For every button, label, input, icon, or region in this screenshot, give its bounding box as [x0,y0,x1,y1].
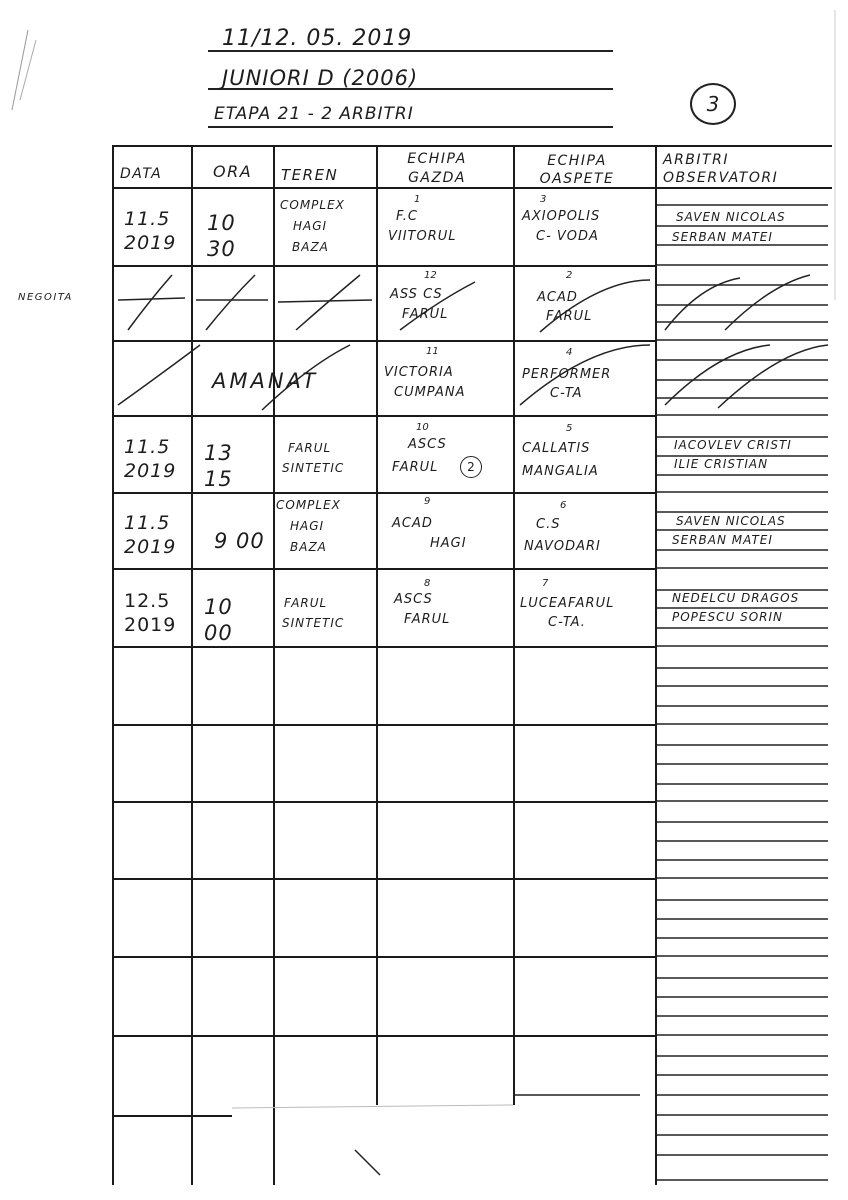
col-header-referees: ARBITRI OBSERVATORI [663,152,779,186]
row2-home-no: 12 [424,270,437,281]
row2-home-strike [400,282,475,330]
row5-venue-1: COMPLEX [276,498,341,512]
row6-venue-1: FARUL [284,596,328,610]
row3-postponed-strike [262,345,350,410]
col-header-away: ECHIPA OASPETE [539,153,615,187]
row1-away-2: C- VODA [536,229,599,244]
row6-away-no: 7 [542,578,549,589]
row4-date: 11.5 2019 [124,436,177,482]
row6-venue-2: SINTETIC [282,616,345,630]
row3-ref-strike [665,345,770,405]
row1-ref-1: SAVEN NICOLAS [676,210,786,224]
row5-home-1: ACAD [392,516,433,531]
row5-time: 9 00 [214,529,265,553]
row1-away-1: AXIOPOLIS [522,209,601,224]
row3-postponed: AMANAT [212,369,319,393]
row1-time: 10 30 [207,211,236,262]
row4-ref-1: IACOVLEV CRISTI [674,438,792,452]
row2-date-strike [128,275,172,330]
row1-venue-1: COMPLEX [280,198,345,212]
row4-home-mark: 2 [467,460,475,474]
row1-date: 11.5 2019 [124,208,177,254]
row2-time-strike [206,275,255,330]
row5-ref-1: SAVEN NICOLAS [676,514,786,528]
side-note: NEGOITA [18,292,73,303]
row3-away-strike [520,345,650,405]
page-number: 3 [706,92,720,116]
row1-home-1: F.C [396,209,419,224]
row4-away-1: CALLATIS [522,441,591,456]
row4-home-2: FARUL [392,460,439,475]
row6-time: 10 00 [204,595,233,646]
row3-date-strike [118,345,200,405]
row3-home-no: 11 [426,346,439,357]
row5-date: 11.5 2019 [124,512,177,558]
row5-away-no: 6 [560,500,567,511]
row6-home-2: FARUL [404,612,451,627]
col-header-venue: TEREN [281,166,339,184]
row1-ref-2: SERBAN MATEI [672,230,773,244]
row1-venue-3: BAZA [292,240,329,254]
row1-home-2: VIITORUL [388,229,457,244]
row3-away-1: PERFORMER [522,367,612,382]
row2-away-1: ACAD [537,290,578,305]
row4-ref-2: ILIE CRISTIAN [674,457,769,471]
row5-home-2: HAGI [430,536,467,551]
row3-away-no: 4 [566,347,573,358]
row5-away-1: C.S [536,517,561,532]
row4-home-no: 10 [416,422,429,433]
row3-away-2: C-TA [550,386,583,401]
row2-venue-strike [296,275,360,330]
row6-home-no: 8 [424,578,431,589]
row1-home-no: 1 [414,194,421,205]
row4-venue-2: SINTETIC [282,461,345,475]
row6-date: 12.5 2019 [124,590,177,636]
row2-home-1: ASS CS [390,287,443,302]
date-line: 11/12. 05. 2019 [222,26,413,51]
row5-away-2: NAVODARI [524,539,601,554]
row4-time: 13 15 [204,441,233,492]
row5-venue-3: BAZA [290,540,327,554]
row2-away-strike [540,280,650,332]
row4-home-1: ASCS [408,437,447,452]
row4-away-2: MANGALIA [522,464,599,479]
row6-away-2: C-TA. [548,615,586,630]
stage-line: ETAPA 21 - 2 ARBITRI [214,104,414,124]
category-line: JUNIORI D (2006) [222,66,419,90]
row4-away-no: 5 [566,423,573,434]
row1-away-no: 3 [540,194,547,205]
row6-ref-1: NEDELCU DRAGOS [672,591,800,605]
row2-ref-strike [665,278,740,330]
col-header-date: DATA [120,166,163,182]
col-header-home: ECHIPA GAZDA [407,151,467,186]
row2-home-2: FARUL [402,307,449,322]
row4-venue-1: FARUL [288,441,332,455]
row6-away-1: LUCEAFARUL [520,596,615,611]
row6-home-1: ASCS [394,592,433,607]
row5-venue-2: HAGI [290,519,325,533]
row3-home-1: VICTORIA [384,365,454,380]
col-header-time: ORA [213,162,253,181]
row5-ref-2: SERBAN MATEI [672,533,773,547]
row5-home-no: 9 [424,496,431,507]
row6-ref-2: POPESCU SORIN [672,610,784,624]
row2-away-no: 2 [566,270,573,281]
row1-venue-2: HAGI [293,219,328,233]
row2-away-2: FARUL [546,309,593,324]
row3-home-2: CUMPANA [394,385,466,400]
